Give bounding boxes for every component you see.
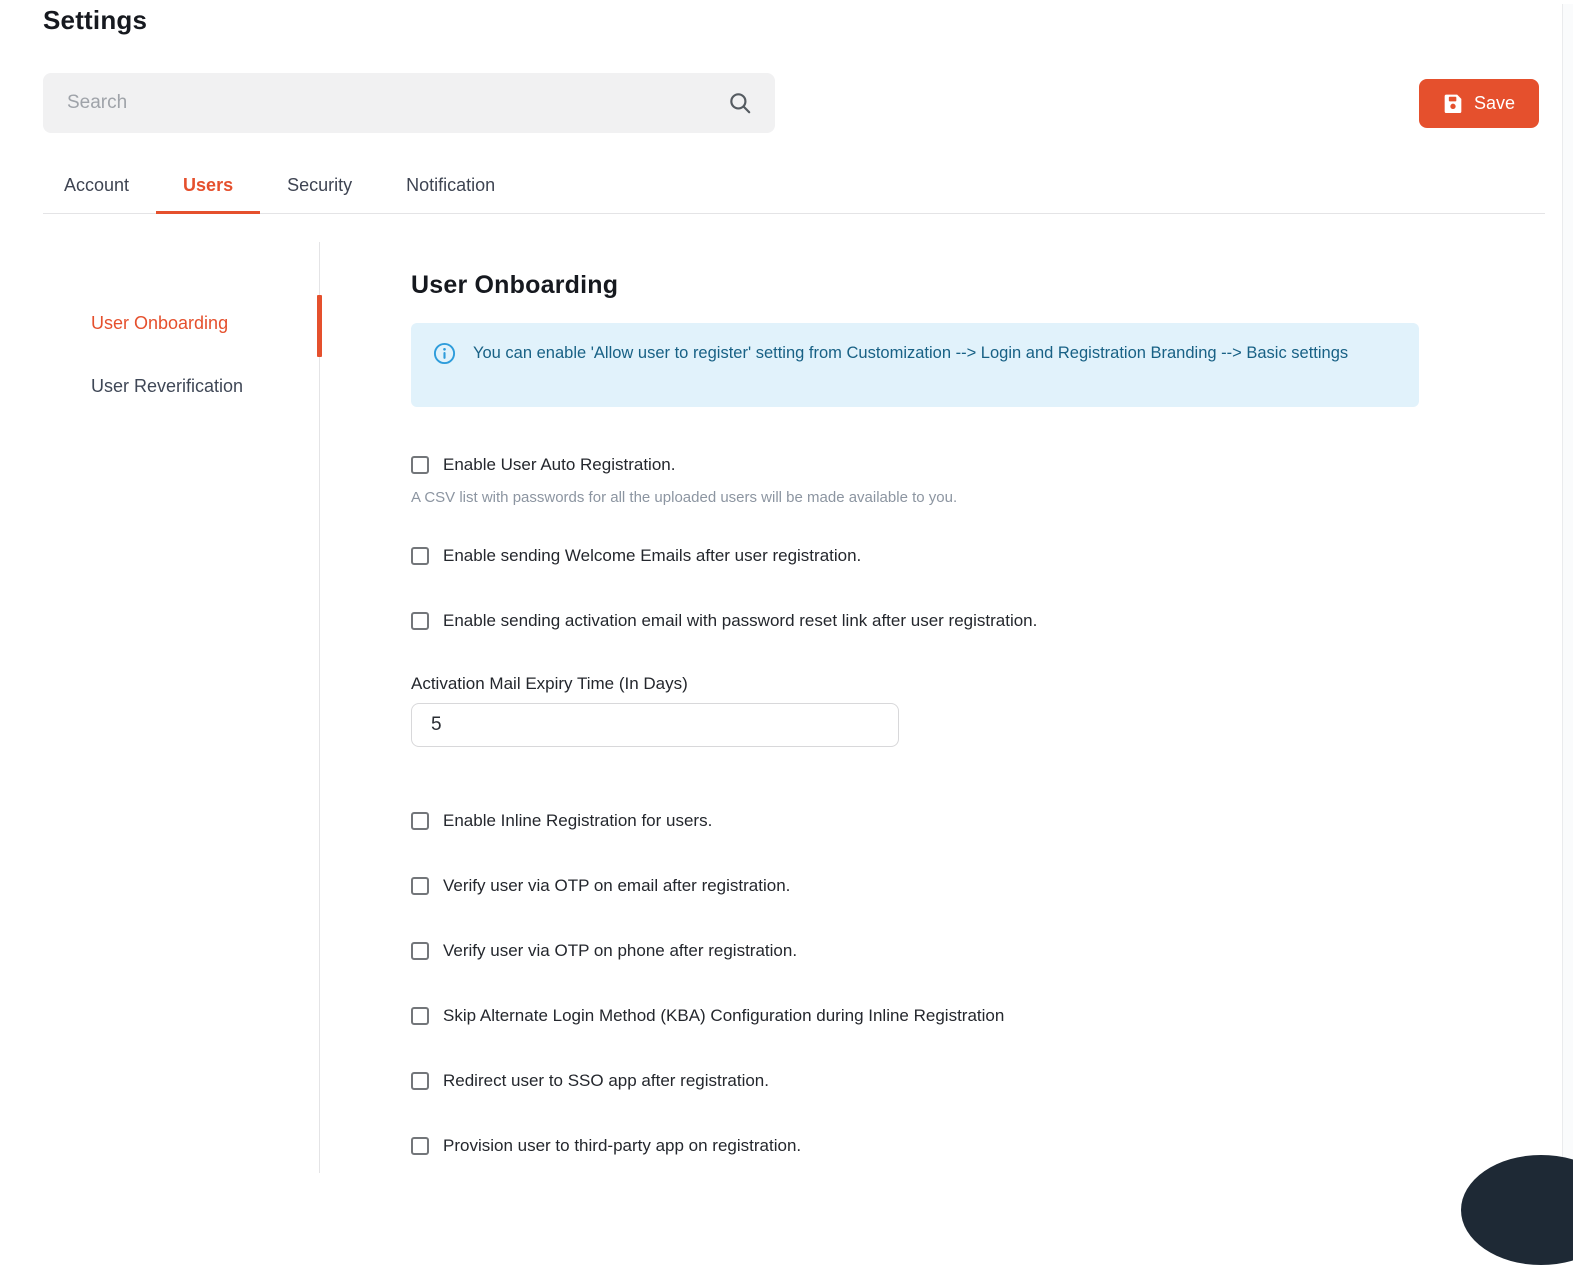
checkbox-skip-kba[interactable] xyxy=(411,1007,429,1025)
save-button[interactable] xyxy=(1419,79,1539,128)
checkbox-label: Enable Inline Registration for users. xyxy=(443,811,713,830)
sidebar-item-user-onboarding[interactable]: User Onboarding xyxy=(91,313,229,333)
checkbox-row-otp-email[interactable] xyxy=(411,875,790,897)
expiry-field-block xyxy=(411,673,1573,747)
checkbox-activation-email[interactable] xyxy=(411,612,429,630)
header-row xyxy=(43,73,1573,133)
checkbox-row-skip-kba[interactable] xyxy=(411,1005,1004,1027)
settings-page xyxy=(0,4,1573,1173)
section-heading: User Onboarding xyxy=(411,271,619,299)
checkbox-label: Enable sending Welcome Emails after user registration. xyxy=(443,546,862,565)
checkbox-row-provision-thirdparty[interactable] xyxy=(411,1135,801,1157)
checkbox-welcome-emails[interactable] xyxy=(411,547,429,565)
checkbox-label: Verify user via OTP on email after registration. xyxy=(443,876,791,895)
checkbox-provision-thirdparty[interactable] xyxy=(411,1137,429,1155)
checkbox-row-welcome-emails[interactable] xyxy=(411,545,861,567)
expiry-field-input[interactable] xyxy=(411,703,899,747)
checkbox-redirect-sso[interactable] xyxy=(411,1072,429,1090)
sidebar xyxy=(43,242,320,1173)
checkbox-label: Provision user to third-party app on registration. xyxy=(443,1136,802,1155)
checkbox-row-inline-registration[interactable] xyxy=(411,810,712,832)
checkbox-row-redirect-sso[interactable] xyxy=(411,1070,769,1092)
checkbox-row-activation-email[interactable] xyxy=(411,610,1037,632)
tab-account[interactable]: Account xyxy=(64,175,130,195)
checkbox-row-otp-phone[interactable] xyxy=(411,940,797,962)
scrollbar-track[interactable] xyxy=(1562,4,1573,1203)
active-item-indicator xyxy=(317,295,322,357)
save-icon xyxy=(1443,93,1463,113)
expiry-field-label: Activation Mail Expiry Time (In Days) xyxy=(411,674,688,693)
settings-tabs xyxy=(43,160,1545,214)
checkbox-inline-registration[interactable] xyxy=(411,812,429,830)
tab-security[interactable]: Security xyxy=(287,175,353,195)
checkbox-label: Enable User Auto Registration. xyxy=(443,455,676,474)
search-input[interactable] xyxy=(65,91,727,115)
checkbox-auto-registration[interactable] xyxy=(411,456,429,474)
info-banner xyxy=(411,323,1419,407)
checkbox-label: Verify user via OTP on phone after registration. xyxy=(443,941,798,960)
search-icon xyxy=(727,90,753,116)
auto-registration-helper-text: A CSV list with passwords for all the uploaded users will be made available to you. xyxy=(411,489,958,506)
checkbox-otp-email[interactable] xyxy=(411,877,429,895)
checkbox-label: Skip Alternate Login Method (KBA) Configuration during Inline Registration xyxy=(443,1006,1005,1025)
info-banner-text: You can enable 'Allow user to register' setting from Customization --> Login and Registration Branding --> Basic settings xyxy=(473,344,1349,362)
save-button-label: Save xyxy=(1473,92,1516,113)
checkbox-otp-phone[interactable] xyxy=(411,942,429,960)
main-panel xyxy=(320,242,1573,1173)
content-area xyxy=(43,242,1573,1173)
checkbox-label: Enable sending activation email with password reset link after user registration. xyxy=(443,611,1038,630)
search-box[interactable] xyxy=(43,73,775,133)
checkbox-label: Redirect user to SSO app after registration. xyxy=(443,1071,769,1090)
info-icon xyxy=(433,342,456,365)
page-title: Settings xyxy=(43,5,148,35)
sidebar-item-user-reverification[interactable]: User Reverification xyxy=(91,376,244,396)
checkbox-row-auto-registration[interactable] xyxy=(411,454,675,476)
tab-notification[interactable]: Notification xyxy=(406,175,496,195)
tab-users[interactable]: Users xyxy=(156,160,260,213)
